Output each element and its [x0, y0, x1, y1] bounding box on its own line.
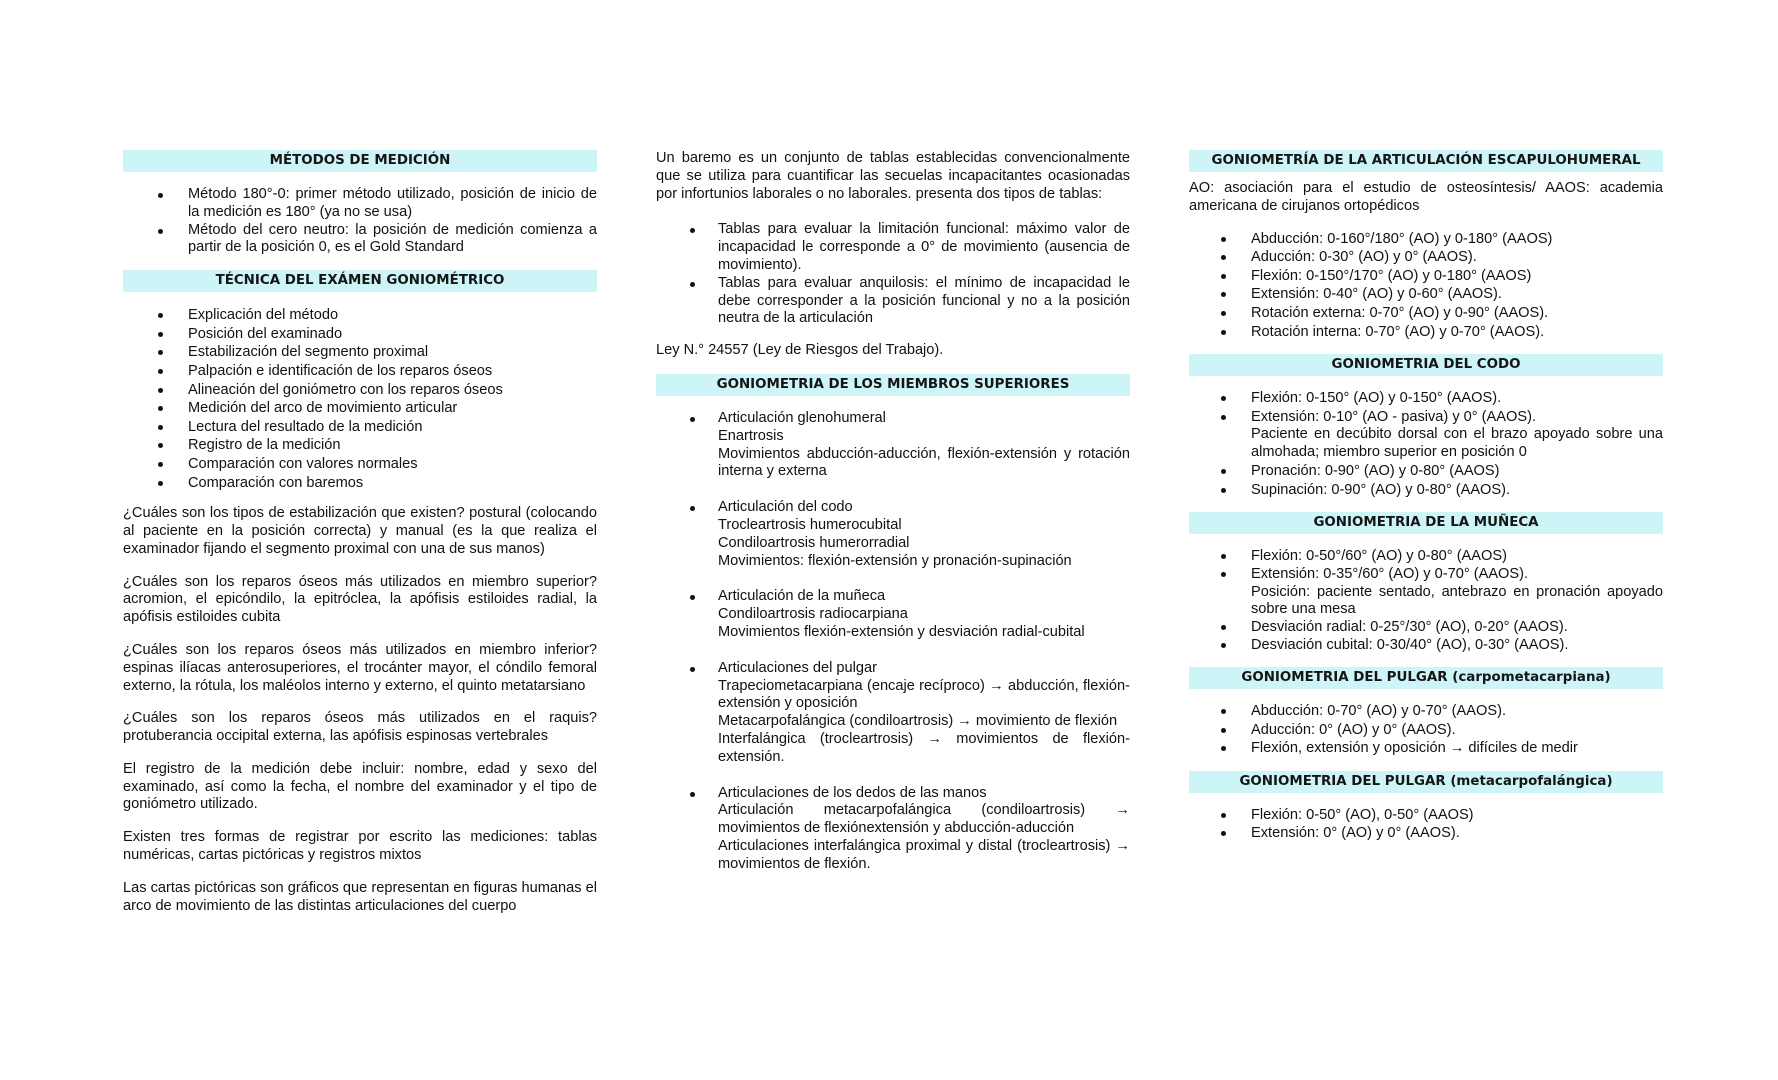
- column-2: [656, 150, 1130, 874]
- list-item: [1189, 408, 1663, 462]
- joint-detail: Enartrosis: [718, 427, 784, 444]
- section-heading-metodos: MÉTODOS DE MEDICIÓN: [123, 150, 597, 172]
- law-reference: Ley N.° 24557 (Ley de Riesgos del Trabajo).: [656, 342, 944, 359]
- bullet-icon: [1221, 831, 1226, 836]
- bullet-icon: [158, 425, 163, 430]
- list-item-text: Tablas para evaluar la limitación funcional: máximo valor de incapacidad le corresponde a 0° de movimiento (ausencia de movimiento).: [718, 221, 1130, 273]
- list-item: [1189, 323, 1663, 342]
- list-item: [1189, 462, 1663, 481]
- list-item-text: Estabilización del segmento proximal: [188, 344, 429, 361]
- bullet-icon: [158, 406, 163, 411]
- joint-detail: Movimientos: flexión-extensión y pronación-supinación: [718, 552, 1072, 569]
- bullet-icon: [158, 332, 163, 337]
- section-heading-escapulohumeral: GONIOMETRÍA DE LA ARTICULACIÓN ESCAPULOHUMERAL: [1189, 150, 1663, 172]
- list-item: [1189, 547, 1663, 565]
- list-item-text: Posición del examinado: [188, 325, 343, 342]
- bullet-icon: [1221, 415, 1226, 420]
- list-item-text: Desviación radial: 0-25°/30° (AO), 0-20° (AAOS).: [1251, 618, 1568, 635]
- joint-title: Articulación del codo: [718, 499, 853, 516]
- joint-detail: Articulación metacarpofalángica (condiloartrosis) → movimientos de flexiónextensión y abducción-aducción: [718, 802, 1130, 837]
- list-item-text: Extensión: 0° (AO) y 0° (AAOS).: [1251, 824, 1460, 841]
- list-item: [1189, 636, 1663, 654]
- bullet-icon: [1221, 488, 1226, 493]
- paragraph-cartas-pictoricas: Las cartas pictóricas son gráficos que representan en figuras humanas el arco de movimiento de las distintas articulaciones del cuerpo: [123, 879, 597, 914]
- list-item: [1189, 285, 1663, 304]
- list-item: [1189, 739, 1663, 757]
- technique-steps-list: [123, 306, 597, 492]
- joint-title: Articulación de la muñeca: [718, 588, 886, 605]
- bullet-icon: [158, 388, 163, 393]
- list-item: [656, 221, 1130, 274]
- joint-detail: Articulaciones interfalángica proximal y distal (trocleartrosis) → movimientos de flexión.: [718, 837, 1130, 872]
- baremo-tables-list: [656, 221, 1130, 328]
- list-item: [1189, 702, 1663, 720]
- joint-item-codo: [656, 499, 1130, 570]
- wrist-position-note: Posición: paciente sentado, antebrazo en pronación apoyado sobre una mesa: [1251, 583, 1663, 617]
- bullet-icon: [158, 481, 163, 486]
- thumb-mcp-values-list: [1189, 806, 1663, 843]
- list-item-text: Registro de la medición: [188, 437, 341, 454]
- section-heading-pulgar-metacarpofalangica: GONIOMETRIA DEL PULGAR (metacarpofalángica): [1189, 771, 1663, 793]
- list-item: [656, 275, 1130, 328]
- list-item: [1189, 806, 1663, 824]
- bullet-icon: [1221, 625, 1226, 630]
- list-item-text: Método 180°-0: primer método utilizado, posición de inicio de la medición es 180° (ya no se usa): [188, 186, 597, 220]
- paragraph-miembro-inferior: ¿Cuáles son los reparos óseos más utilizados en miembro inferior? espinas ilíacas anterosuperiores, el trocánter mayor, el cóndilo femoral externo, la rótula, los maléolos interno y externo, el quinto metatarsiano: [123, 641, 597, 694]
- list-item: [123, 455, 597, 474]
- list-item-text: Flexión: 0-50° (AO), 0-50° (AAOS): [1251, 806, 1474, 823]
- section-heading-muneca: GONIOMETRIA DE LA MUÑECA: [1189, 512, 1663, 534]
- list-item-text: Abducción: 0-160°/180° (AO) y 0-180° (AAOS): [1251, 230, 1553, 247]
- list-item: [1189, 304, 1663, 323]
- list-item-text: Aducción: 0-30° (AO) y 0° (AAOS).: [1251, 249, 1477, 266]
- list-item: [123, 186, 597, 222]
- list-item-text: Extensión: 0-40° (AO) y 0-60° (AAOS).: [1251, 286, 1502, 303]
- bullet-icon: [1221, 813, 1226, 818]
- list-item-text: Flexión: 0-150°/170° (AO) y 0-180° (AAOS): [1251, 267, 1532, 284]
- bullet-icon: [1221, 746, 1226, 751]
- joint-detail: Movimientos abducción-aducción, flexión-extensión y rotación interna y externa: [718, 445, 1130, 480]
- list-item: [123, 418, 597, 437]
- bullet-icon: [690, 595, 695, 600]
- bullet-icon: [1221, 554, 1226, 559]
- list-item-text: Rotación externa: 0-70° (AO) y 0-90° (AAOS).: [1251, 304, 1549, 321]
- paragraph-formas-registro: Existen tres formas de registrar por escrito las mediciones: tablas numéricas, cartas pictóricas y registros mixtos: [123, 829, 597, 864]
- list-item-text: Flexión, extensión y oposición → difíciles de medir: [1251, 740, 1578, 757]
- paragraphs: [123, 505, 597, 915]
- bullet-icon: [690, 792, 695, 797]
- list-item-text: Medición del arco de movimiento articular: [188, 400, 458, 417]
- list-item: [123, 381, 597, 400]
- bullet-icon: [158, 443, 163, 448]
- joint-item-pulgar: [656, 660, 1130, 767]
- methods-list: [123, 186, 597, 257]
- list-item: [1189, 618, 1663, 636]
- list-item-text: Comparación con valores normales: [188, 455, 418, 472]
- joint-item-dedos: [656, 785, 1130, 874]
- bullet-icon: [1221, 728, 1226, 733]
- list-item: [123, 222, 597, 258]
- elbow-position-note: Paciente en decúbito dorsal con el brazo apoyado sobre una almohada; miembro superior en posición 0: [1251, 426, 1663, 461]
- bullet-icon: [1221, 292, 1226, 297]
- list-item-text: Extensión: 0-10° (AO - pasiva) y 0° (AAOS).: [1251, 408, 1536, 425]
- list-item-text: Flexión: 0-150° (AO) y 0-150° (AAOS).: [1251, 390, 1502, 407]
- list-item-text: Palpación e identificación de los reparos óseos: [188, 362, 493, 379]
- list-item: [1189, 389, 1663, 408]
- bullet-icon: [158, 313, 163, 318]
- bullet-icon: [1221, 330, 1226, 335]
- list-item: [1189, 721, 1663, 739]
- bullet-icon: [1221, 311, 1226, 316]
- list-item-text: Alineación del goniómetro con los reparos óseos: [188, 381, 503, 398]
- bullet-icon: [1221, 469, 1226, 474]
- joints-list: [656, 410, 1130, 874]
- paragraph-baremo: Un baremo es un conjunto de tablas establecidas convencionalmente que se utiliza para cuantificar las secuelas incapacitantes ocasionadas por infortunios laborales o no laborales. presenta dos tipos de tablas:: [656, 150, 1130, 202]
- section-heading-pulgar-carpometacarpiana: GONIOMETRIA DEL PULGAR (carpometacarpiana): [1189, 667, 1663, 689]
- list-item-text: Explicación del método: [188, 307, 339, 324]
- thumb-cmc-values-list: [1189, 702, 1663, 757]
- bullet-icon: [158, 369, 163, 374]
- paragraph-raquis: ¿Cuáles son los reparos óseos más utilizados en el raquis? protuberancia occipital externa, las apófisis espinosas vertebrales: [123, 710, 597, 745]
- list-item: [123, 436, 597, 455]
- joint-detail: Condiloartrosis humerorradial: [718, 534, 910, 551]
- joint-title: Articulación glenohumeral: [718, 409, 886, 426]
- joint-detail: Interfalángica (trocleartrosis) → movimientos de flexión-extensión.: [718, 730, 1130, 765]
- list-item-text: Comparación con baremos: [188, 474, 364, 491]
- bullet-icon: [690, 228, 695, 233]
- list-item: [123, 343, 597, 362]
- list-item: [123, 474, 597, 493]
- bullet-icon: [1221, 709, 1226, 714]
- abbreviations-note: AO: asociación para el estudio de osteosíntesis/ AAOS: academia americana de cirujanos ortopédicos: [1189, 180, 1663, 214]
- list-item: [123, 362, 597, 381]
- joint-detail: Trocleartrosis humerocubital: [718, 516, 902, 533]
- joint-item-muneca: [656, 588, 1130, 641]
- list-item: [123, 325, 597, 344]
- list-item: [1189, 230, 1663, 249]
- bullet-icon: [1221, 572, 1226, 577]
- list-item-text: Flexión: 0-50°/60° (AO) y 0-80° (AAOS): [1251, 548, 1507, 565]
- list-item: [1189, 824, 1663, 842]
- list-item: [1189, 481, 1663, 500]
- list-item-text: Desviación cubital: 0-30/40° (AO), 0-30° (AAOS).: [1251, 637, 1569, 654]
- list-item-text: Aducción: 0° (AO) y 0° (AAOS).: [1251, 721, 1456, 738]
- bullet-icon: [690, 282, 695, 287]
- list-item: [1189, 267, 1663, 286]
- bullet-icon: [1221, 237, 1226, 242]
- list-item-text: Extensión: 0-35°/60° (AO) y 0-70° (AAOS).: [1251, 566, 1529, 583]
- paragraph-registro: El registro de la medición debe incluir: nombre, edad y sexo del examinado, así como la fecha, el nombre del examinador y el tipo de goniómetro utilizado.: [123, 760, 597, 813]
- bullet-icon: [158, 229, 163, 234]
- bullet-icon: [1221, 643, 1226, 648]
- bullet-icon: [690, 417, 695, 422]
- list-item-text: Método del cero neutro: la posición de medición comienza a partir de la posición 0, es el Gold Standard: [188, 221, 597, 256]
- section-heading-tecnica: TÉCNICA DEL EXÁMEN GONIOMÉTRICO: [123, 270, 597, 292]
- joint-title: Articulaciones de los dedos de las manos: [718, 784, 987, 801]
- joint-detail: Movimientos flexión-extensión y desviación radial-cubital: [718, 623, 1085, 640]
- list-item: [123, 399, 597, 418]
- list-item-text: Pronación: 0-90° (AO) y 0-80° (AAOS): [1251, 462, 1500, 479]
- list-item: [123, 306, 597, 325]
- elbow-values-list: [1189, 389, 1663, 499]
- list-item-text: Lectura del resultado de la medición: [188, 418, 423, 435]
- section-heading-codo: GONIOMETRIA DEL CODO: [1189, 354, 1663, 376]
- bullet-icon: [1221, 255, 1226, 260]
- wrist-values-list: [1189, 547, 1663, 654]
- list-item-text: Rotación interna: 0-70° (AO) y 0-70° (AAOS).: [1251, 323, 1545, 340]
- joint-detail: Condiloartrosis radiocarpiana: [718, 606, 908, 623]
- shoulder-values-list: [1189, 230, 1663, 342]
- paragraph-estabilizacion: ¿Cuáles son los tipos de estabilización que existen? postural (colocando al paciente en la posición correcta) y manual (es la que realiza el examinador fijando el segmento proximal con una de sus manos): [123, 505, 597, 557]
- bullet-icon: [158, 193, 163, 198]
- joint-detail: Trapeciometacarpiana (encaje recíproco) → abducción, flexión-extensión y oposición: [718, 677, 1130, 712]
- bullet-icon: [1221, 274, 1226, 279]
- section-heading-miembros-superiores: GONIOMETRIA DE LOS MIEMBROS SUPERIORES: [656, 374, 1130, 396]
- column-1: [123, 150, 597, 915]
- list-item-text: Supinación: 0-90° (AO) y 0-80° (AAOS).: [1251, 481, 1511, 498]
- bullet-icon: [158, 462, 163, 467]
- column-3: [1189, 150, 1663, 842]
- list-item-text: Abducción: 0-70° (AO) y 0-70° (AAOS).: [1251, 703, 1506, 720]
- bullet-icon: [690, 667, 695, 672]
- bullet-icon: [690, 506, 695, 511]
- joint-item-glenohumeral: [656, 410, 1130, 481]
- list-item-text: Tablas para evaluar anquilosis: el mínimo de incapacidad le debe corresponder a la posición funcional y no a la posición neutra de la articulación: [718, 274, 1130, 327]
- joint-title: Articulaciones del pulgar: [718, 659, 877, 676]
- joint-detail: Metacarpofalángica (condiloartrosis) → movimiento de flexión: [718, 713, 1118, 730]
- bullet-icon: [1221, 396, 1226, 401]
- paragraph-miembro-superior: ¿Cuáles son los reparos óseos más utilizados en miembro superior? acromion, el epicóndilo, la epitróclea, la apófisis estiloides radial, la apófisis estiloides cubita: [123, 573, 597, 626]
- list-item: [1189, 248, 1663, 267]
- bullet-icon: [158, 350, 163, 355]
- list-item: [1189, 565, 1663, 618]
